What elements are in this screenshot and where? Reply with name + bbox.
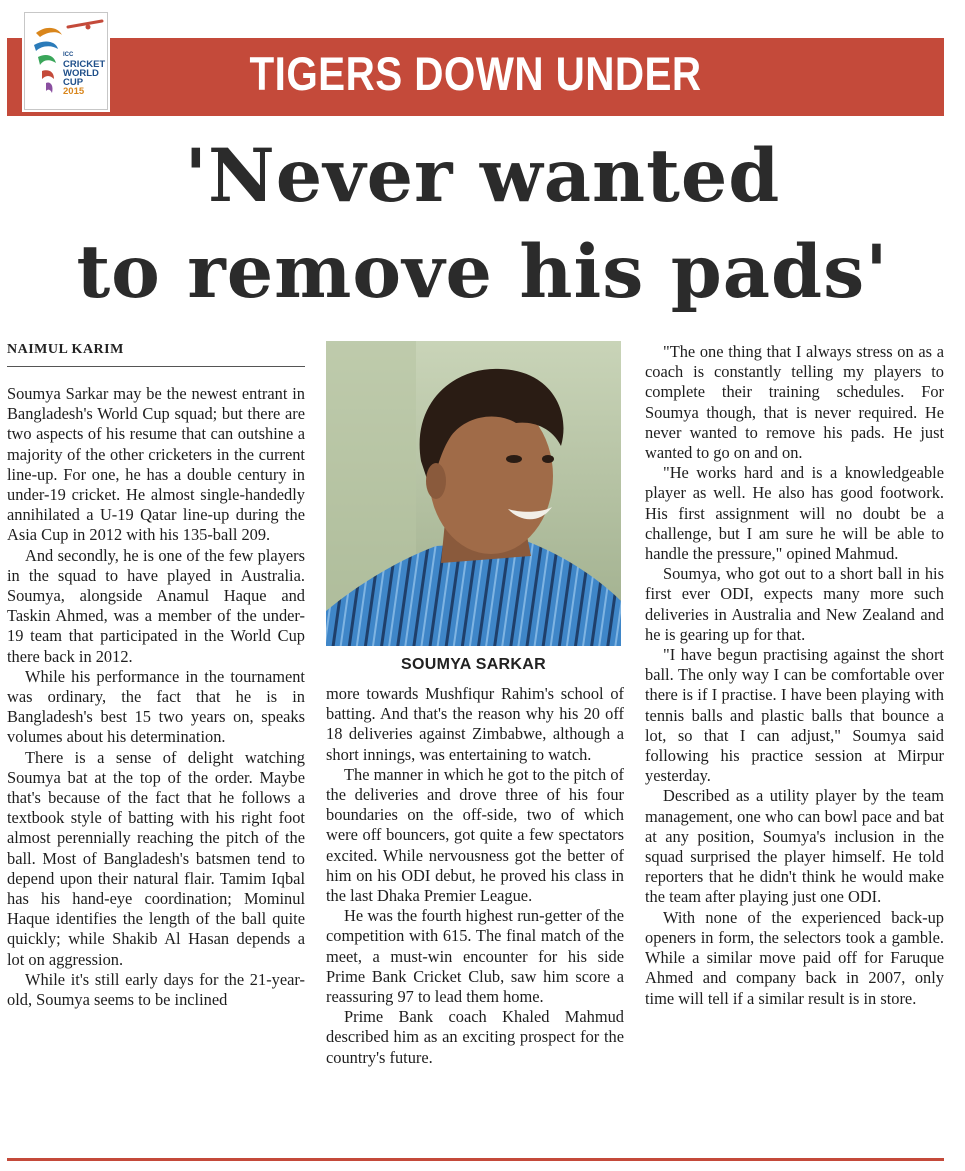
- logo-line3: CUP: [63, 77, 84, 88]
- paragraph: Prime Bank coach Khaled Mahmud described him as an exciting prospect for the country's future.: [326, 1007, 624, 1067]
- logo-line1: CRICKET: [63, 59, 106, 70]
- article-column-1: [7, 384, 305, 1010]
- paragraph: "The one thing that I always stress on as a coach is constantly telling my players to complete their training schedules. For Soumya though, that is never required. He never wanted to remove his pads. He just wanted to go on and on.: [645, 342, 944, 463]
- paragraph: Soumya, who got out to a short ball in his first ever ODI, expects many more such deliveries in Australia and New Zealand and he is gearing up for that.: [645, 564, 944, 644]
- paragraph: more towards Mushfiqur Rahim's school of batting. And that's the reason why his 20 off 18 deliveries against Zimbabwe, although a short innings, was entertaining to watch.: [326, 684, 624, 764]
- article-column-2: [326, 684, 624, 1068]
- logo-wordmark: [63, 51, 105, 96]
- paragraph: There is a sense of delight watching Soumya bat at the top of the order. Maybe that's because of the fact that he follows a textbook style of batting with his right foot almost perennially reaching the pitch of the ball. Most of Bangladesh's batsmen tend to depend upon their natural flair. Tamim Iqbal has his hand-eye coordination; Mominul Haque identifies the length of the ball quite quickly; while Shakib Al Hasan depends a lot on aggression.: [7, 747, 305, 969]
- bottom-divider: [7, 1158, 944, 1161]
- paragraph: While it's still early days for the 21-year-old, Soumya seems to be inclined: [7, 969, 305, 1010]
- logo-year: 2015: [63, 86, 85, 97]
- world-cup-logo: [24, 12, 108, 110]
- player-photo: [326, 341, 621, 646]
- player-portrait-image: [326, 341, 621, 646]
- paragraph: And secondly, he is one of the few players in the squad to have played in Australia. Soumya, alongside Anamul Haque and Taskin Ahmed, was a member of the under-19 team that participated in the World Cup there back in 2012.: [7, 545, 305, 666]
- section-title: TIGERS DOWN UNDER: [249, 47, 702, 100]
- logo-icc: ICC: [63, 52, 74, 58]
- byline-divider: [7, 366, 305, 367]
- section-banner: [7, 38, 944, 116]
- paragraph: "He works hard and is a knowledgeable player as well. He also has good footwork. His first assignment will no doubt be a challenge, but I am sure he will be able to handle the pressure," opined Mahmud.: [645, 463, 944, 564]
- logo-line2: WORLD: [63, 68, 99, 79]
- paragraph: He was the fourth highest run-getter of the competition with 615. The final match of the meet, a must-win encounter for his side Prime Bank Cricket Club, saw him score a reassuring 97 to lead them home.: [326, 906, 624, 1007]
- headline-line2: to remove his pads': [76, 229, 889, 315]
- paragraph: "I have begun practising against the short ball. The only way I can be comfortable over there is if I practise. I have been playing with tennis balls and plastic balls that bounce a lot, so that I can adjust," Soumya said following his practice session at Mirpur yesterday.: [645, 645, 944, 786]
- paragraph: Described as a utility player by the team management, one who can bowl pace and bat at any position, Soumya's inclusion in the squad surprised the player himself. He told reporters that he didn't think he would make the team after playing just one ODI.: [645, 786, 944, 907]
- headline-line1: 'Never wanted: [184, 133, 781, 219]
- byline: NAIMUL KARIM: [7, 342, 124, 357]
- paragraph: While his performance in the tournament was ordinary, the fact that he is in Bangladesh's best 15 two years on, speaks volumes about his determination.: [7, 666, 305, 747]
- paragraph: The manner in which he got to the pitch of the deliveries and drove three of his four boundaries on the off-side, two of which were off bouncers, got quite a few spectators excited. While nervousness got the better of him on his ODI debut, he proved his class in the last Dhaka Premier League.: [326, 764, 624, 906]
- paragraph: With none of the experienced back-up openers in form, the selectors took a gamble. While a similar move paid off for Faruque Ahmed and company back in 2007, only time will tell if a similar result is in store.: [645, 907, 944, 1008]
- photo-caption: SOUMYA SARKAR: [401, 656, 546, 673]
- paragraph: Soumya Sarkar may be the newest entrant in Bangladesh's World Cup squad; but there are two aspects of his resume that can outshine a majority of the other cricketers in the current line-up. For one, he has a double century in under-19 cricket. He almost single-handedly annihilated a U-19 Qatar line-up during the Asia Cup in 2012 with his 135-ball 209.: [7, 384, 305, 545]
- article-column-3: [645, 342, 944, 1009]
- headline: [0, 128, 965, 320]
